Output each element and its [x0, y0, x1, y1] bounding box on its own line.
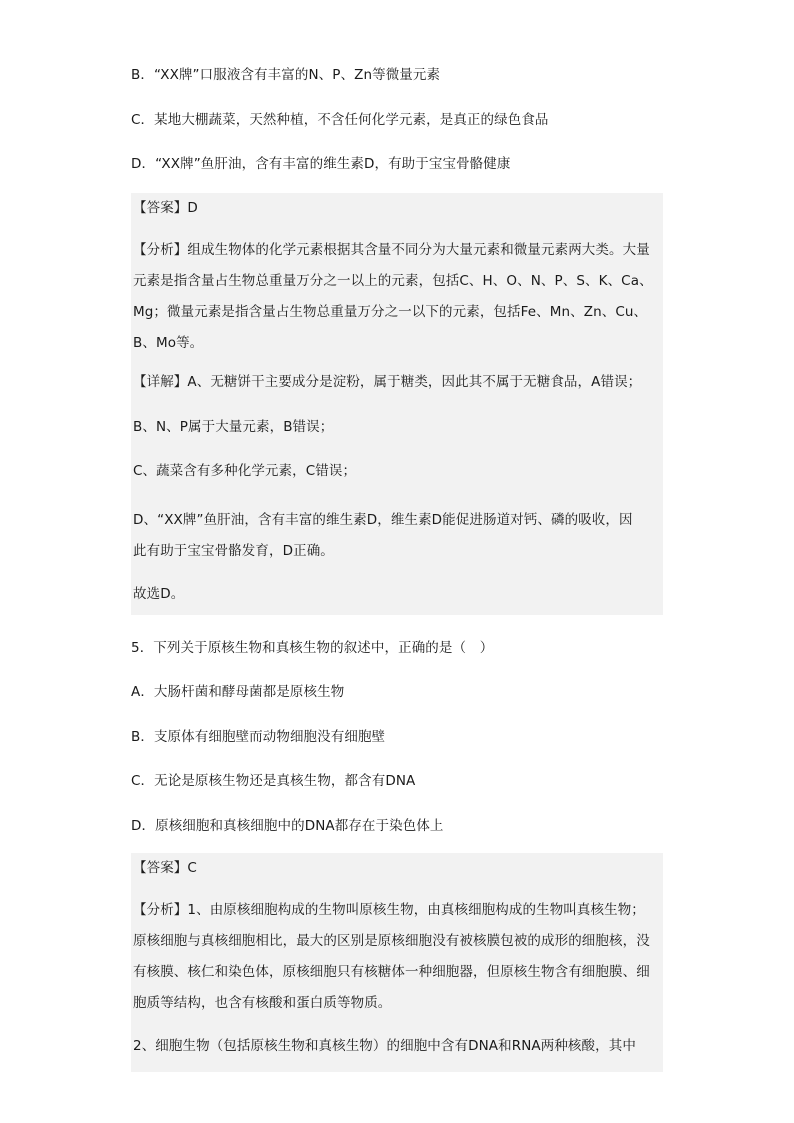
detail-line: B、N、P属于大量元素，B错误；: [133, 418, 334, 435]
answer-section-q5: [133, 853, 661, 891]
analysis-line: B、Mo等。: [133, 335, 204, 351]
option-d-prev: D．“XX牌”鱼肝油，含有丰富的维生素D，有助于宝宝骨骼健康: [131, 156, 511, 172]
option-b-q5: B．支原体有细胞壁而动物细胞没有细胞壁: [131, 728, 386, 745]
option-b-prev: B．“XX牌”口服液含有丰富的N、P、Zn等微量元素: [131, 67, 441, 83]
analysis2-line: 2、细胞生物（包括原核生物和真核生物）的细胞中含有DNA和RNA两种核酸，其中: [133, 1037, 636, 1054]
answer-text-q5: 【答案】C: [133, 859, 197, 876]
option-c-q5: C．无论是原核生物还是真核生物，都含有DNA: [131, 773, 416, 789]
analysis2-section-q5: [133, 1029, 661, 1072]
analysis-line: Mg；微量元素是指含量占生物总重量万分之一以下的元素，包括Fe、Mn、Zn、Cu、: [133, 304, 648, 320]
detail-line: C、蔬菜含有多种化学元素，C错误；: [133, 463, 357, 479]
answer-text-prev: 【答案】D: [133, 200, 198, 216]
analysis-line: 【分析】组成生物体的化学元素根据其含量不同分为大量元素和微量元素两大类。大量: [133, 242, 650, 258]
explanation-block-q5: [131, 853, 663, 1072]
detail-line: 此有助于宝宝骨骼发育，D正确。: [133, 542, 334, 559]
analysis-line: 有核膜、核仁和染色体，原核细胞只有核糖体一种细胞器，但原核生物含有细胞膜、细: [133, 963, 650, 980]
detail-line: 故选D。: [133, 585, 185, 602]
detail-line: D、“XX牌”鱼肝油，含有丰富的维生素D，维生素D能促进肠道对钙、磷的吸收，因: [133, 511, 633, 528]
analysis-line: 元素是指含量占生物总重量万分之一以上的元素，包括C、H、O、N、P、S、K、Ca、: [133, 273, 653, 289]
analysis-section-q5: [133, 891, 661, 1029]
analysis-line: 原核细胞与真核细胞相比，最大的区别是原核细胞没有被核膜包被的成形的细胞核，没: [133, 932, 650, 949]
detail-line: 【详解】A、无糖饼干主要成分是淀粉，属于糖类，因此其不属于无糖食品，A错误；: [133, 374, 642, 390]
analysis-line: 【分析】1、由原核细胞构成的生物叫原核生物，由真核细胞构成的生物叫真核生物；: [133, 901, 645, 918]
document-page: [131, 64, 663, 1072]
detail-section-prev: [133, 369, 661, 615]
analysis-line: 胞质等结构，也含有核酸和蛋白质等物质。: [133, 994, 392, 1011]
option-c-prev: C．某地大棚蔬菜，天然种植，不含任何化学元素，是真正的绿色食品: [131, 111, 549, 128]
option-a-q5: A．大肠杆菌和酵母菌都是原核生物: [131, 684, 345, 700]
option-d-q5: D．原核细胞和真核细胞中的DNA都存在于染色体上: [131, 817, 444, 834]
analysis-section-prev: [133, 231, 661, 369]
question-5-stem: 5．下列关于原核生物和真核生物的叙述中，正确的是（ ）: [131, 639, 494, 656]
explanation-block-prev: [131, 193, 663, 615]
answer-section-prev: [133, 193, 661, 231]
